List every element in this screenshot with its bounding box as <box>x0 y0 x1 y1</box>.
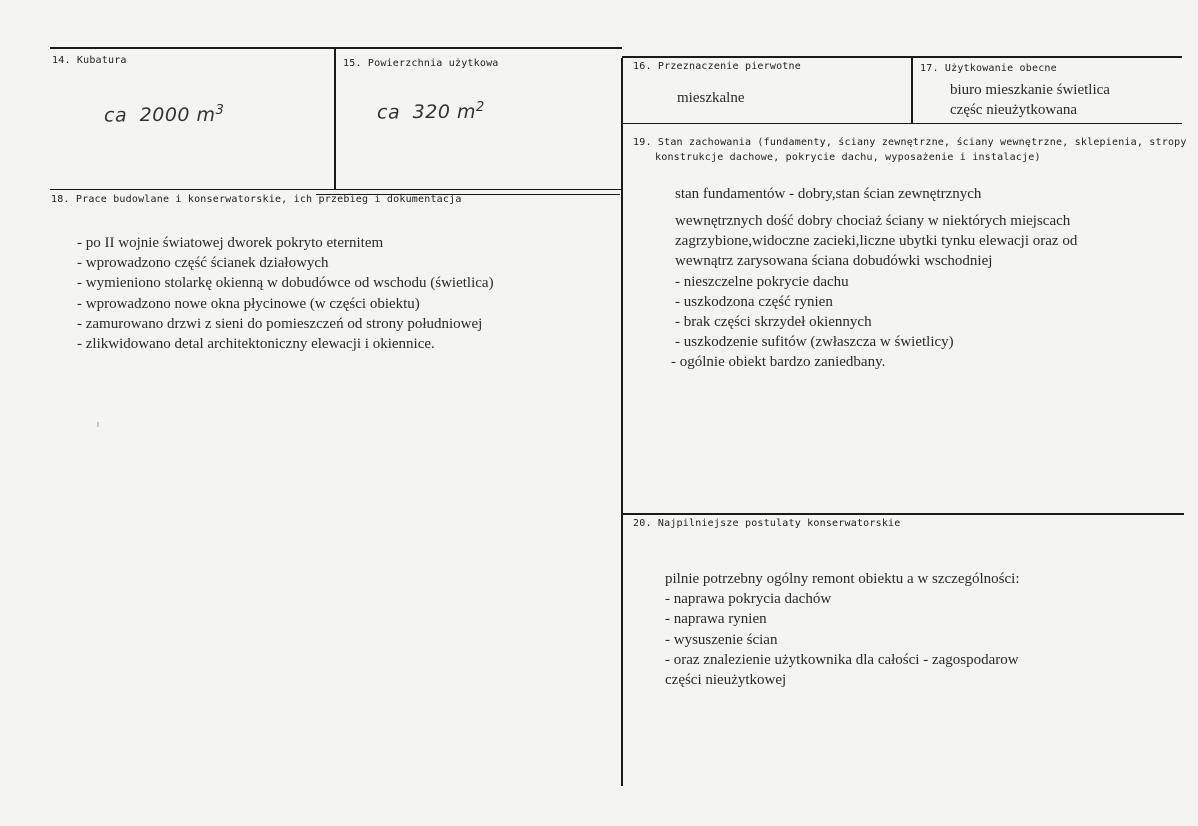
field-20-value <box>665 569 1020 690</box>
field-20-line: - naprawa rynien <box>665 611 767 628</box>
field-19-line: zagrzybione,widoczne zacieki,liczne ubytki tynku elewacji oraz od <box>675 233 1078 250</box>
field-14-exponent: 3 <box>215 103 225 118</box>
field-20-line: części nieużytkowej <box>665 672 787 689</box>
field-18-label: 18. Prace budowlane i konserwatorskie, ich przebieg i dokumentacja <box>51 194 462 205</box>
field-19-line: - ogólnie obiekt bardzo zaniedbany. <box>671 354 886 371</box>
field-18-line: - zlikwidowano detal architektoniczny elewacji i okiennice. <box>77 336 435 353</box>
field-17-value <box>950 80 1110 120</box>
rule-above-19 <box>622 123 1182 124</box>
top-rule-right <box>622 56 1182 58</box>
scan-speck <box>97 422 99 427</box>
field-19-line: - brak części skrzydeł okiennych <box>675 314 872 331</box>
field-17-line: biuro mieszkanie świetlica <box>950 82 1110 98</box>
field-18-line: - wprowadzono nowe okna płycinowe (w części obiektu) <box>77 295 420 312</box>
field-14-label: 14. Kubatura <box>52 55 127 66</box>
field-18-value <box>77 233 494 354</box>
field-17-line: częśc nieużytkowana <box>950 102 1078 119</box>
field-20-line: - naprawa pokrycia dachów <box>665 591 832 608</box>
field-14-prefix: ca <box>104 104 128 127</box>
field-19-line: wewnętrznych dość dobry chociaż ściany w niektórych miejscach <box>675 213 1071 229</box>
top-rule-left <box>50 47 622 49</box>
field-20-line: - oraz znalezienie użytkownika dla całości - zagospodarow <box>665 651 1019 668</box>
field-17-label: 17. Użytkowanie obecne <box>920 63 1057 74</box>
field-16-label: 16. Przeznaczenie pierwotne <box>633 61 801 72</box>
field-19-label-line: konstrukcje dachowe, pokrycie dachu, wyposażenie i instalacje) <box>655 152 1041 163</box>
field-19-line: - nieszczelne pokrycie dachu <box>675 273 849 290</box>
field-20-line: - wysuszenie ścian <box>665 631 778 648</box>
divider-16-17 <box>911 56 913 124</box>
field-20-line: pilnie potrzebny ogólny remont obiektu a w szczególności: <box>665 571 1020 587</box>
rule-above-18 <box>50 189 622 190</box>
field-18-line: - zamurowano drzwi z sieni do pomieszczeń od strony południowej <box>77 315 483 332</box>
field-20-label: 20. Najpilniejsze postulaty konserwatorskie <box>633 518 901 529</box>
field-15-label: 15. Powierzchnia użytkowa <box>343 58 499 69</box>
field-16-value: mieszkalne <box>677 90 745 106</box>
field-15-number: 320 m <box>412 101 476 124</box>
rule-above-20 <box>622 513 1184 515</box>
main-vertical-divider <box>621 58 623 786</box>
field-18-line: - po II wojnie światowej dworek pokryto eternitem <box>77 235 384 251</box>
field-19-label-line: 19. Stan zachowania (fundamenty, ściany zewnętrzne, ściany wewnętrzne, sklepienia, stropy <box>633 137 1187 148</box>
field-15-value <box>377 100 485 123</box>
field-15-prefix: ca <box>377 101 401 124</box>
field-19-line: wewnątrz zarysowana ściana dobudówki wschodniej <box>675 253 993 270</box>
divider-14-15 <box>334 47 336 190</box>
field-15-exponent: 2 <box>475 100 485 115</box>
field-19-label <box>633 135 1187 165</box>
field-19-value <box>671 211 1078 373</box>
field-19-line: - uszkodzona część rynien <box>675 293 833 310</box>
field-19-first-line: stan fundamentów - dobry,stan ścian zewnętrznych <box>675 186 982 202</box>
field-14-value <box>104 103 224 126</box>
field-18-line: - wymieniono stolarkę okienną w dobudówce od wschodu (świetlica) <box>77 275 494 292</box>
field-14-number: 2000 m <box>139 104 216 127</box>
field-19-line: - uszkodzenie sufitów (zwłaszcza w świetlicy) <box>675 334 954 351</box>
field-18-line: - wprowadzono część ścianek działowych <box>77 255 329 272</box>
